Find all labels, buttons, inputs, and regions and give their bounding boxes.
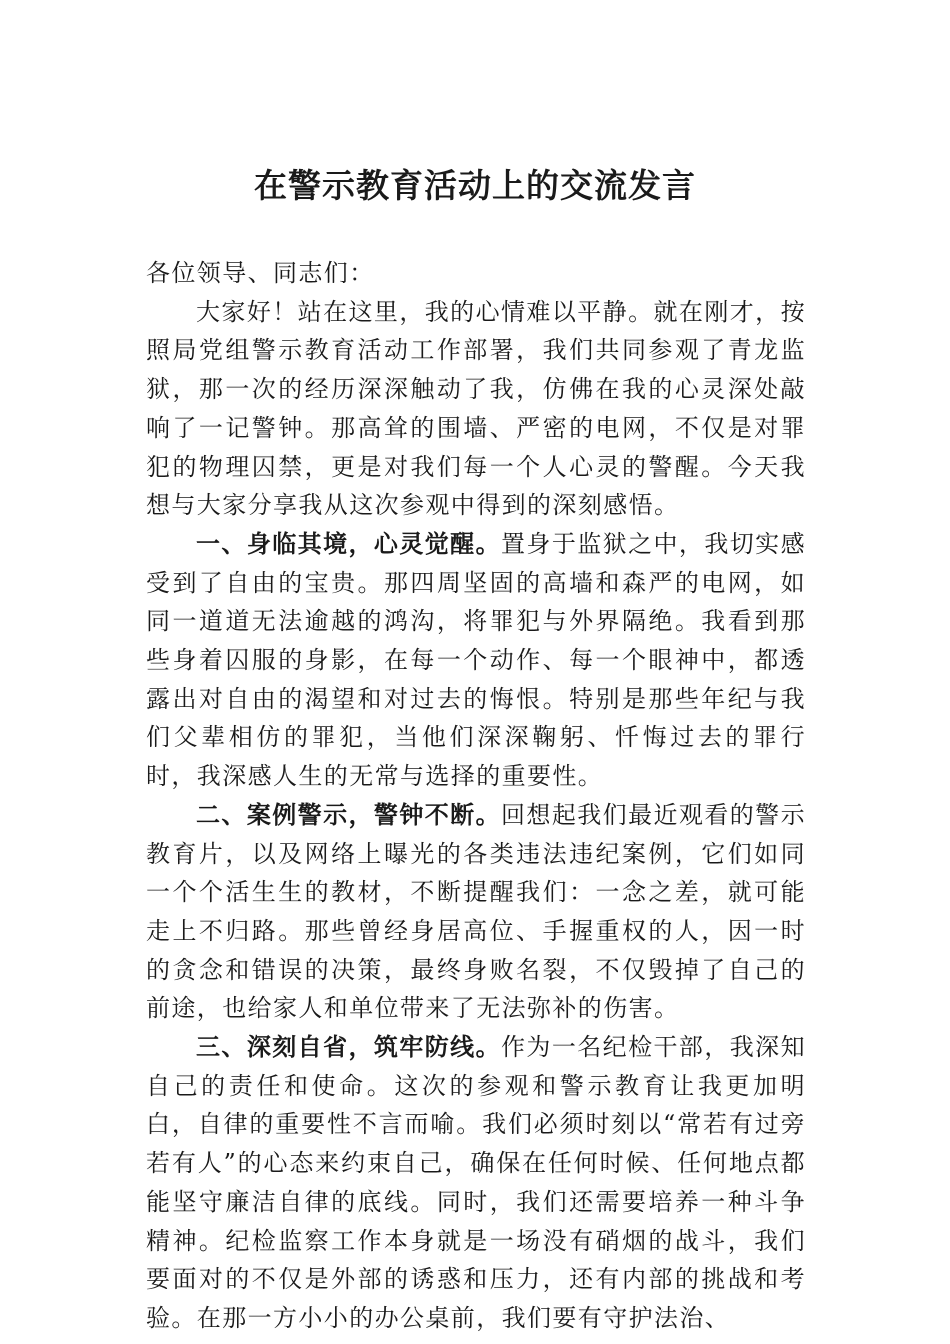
section-heading-2: 二、案例警示，警钟不断。 — [196, 800, 501, 829]
intro-paragraph: 大家好！站在这里，我的心情难以平静。就在刚才，按照局党组警示教育活动工作部署，我们共同参观了青龙监狱，那一次的经历深深触动了我，仿佛在我的心灵深处敲响了一记警钟。那高耸的围墙、严密的电网，不仅是对罪犯的物理囚禁，更是对我们每一个人心灵的警醒。今天我想与大家分享我从这次参观中得到的深刻感悟。 — [146, 297, 806, 520]
section-text-3: 作为一名纪检干部，我深知自己的责任和使命。这次的参观和警示教育让我更加明白，自律的重要性不言而喻。我们必须时刻以“常若有过旁若有人”的心态来约束自己，确保在任何时候、任何地点都能坚守廉洁自律的底线。同时，我们还需要培养一种斗争精神。纪检监察工作本身就是一场没有硝烟的战斗，我们要面对的不仅是外部的诱惑和压力，还有内部的挑战和考验。在那一方小小的办公桌前，我们要有守护法治、 — [146, 1033, 806, 1332]
document-body — [146, 254, 806, 1338]
section-text-1: 置身于监狱之中，我切实感受到了自由的宝贵。那四周坚固的高墙和森严的电网，如同一道道无法逾越的鸿沟，将罪犯与外界隔绝。我看到那些身着囚服的身影，在每一个动作、每一个眼神中，都透露出对自由的渴望和对过去的悔恨。特别是那些年纪与我们父辈相仿的罪犯，当他们深深鞠躬、忏悔过去的罪行时，我深感人生的无常与选择的重要性。 — [146, 529, 806, 791]
section-paragraph-1 — [146, 525, 806, 796]
section-heading-3: 三、深刻自省，筑牢防线。 — [196, 1033, 501, 1062]
section-text-2: 回想起我们最近观看的警示教育片，以及网络上曝光的各类违法违纪案例，它们如同一个个活生生的教材，不断提醒我们：一念之差，就可能走上不归路。那些曾经身居高位、手握重权的人，因一时的贪念和错误的决策，最终身败名裂，不仅毁掉了自己的前途，也给家人和单位带来了无法弥补的伤害。 — [146, 800, 806, 1023]
section-paragraph-3 — [146, 1028, 806, 1338]
document-title: 在警示教育活动上的交流发言 — [254, 166, 696, 205]
section-paragraph-2 — [146, 796, 806, 1028]
salutation: 各位领导、同志们： — [146, 259, 375, 287]
section-heading-1: 一、身临其境，心灵觉醒。 — [196, 529, 501, 558]
